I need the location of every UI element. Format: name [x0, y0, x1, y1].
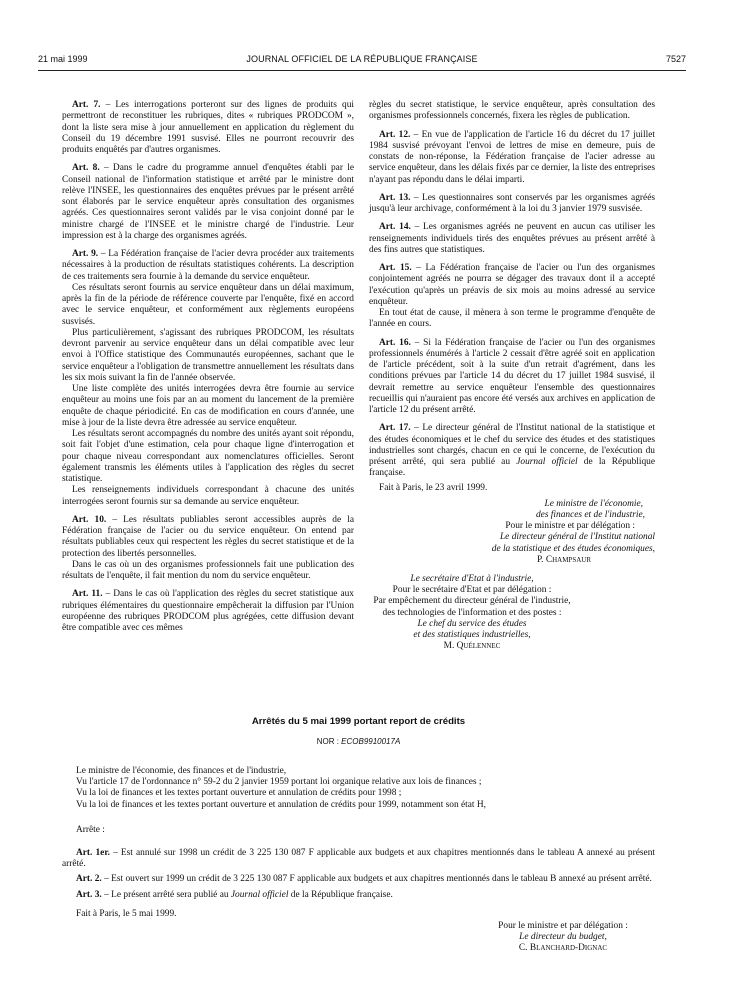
article-14: Art. 14. – Les organismes agréés ne peuvent en aucun cas utiliser les renseignements individuels tirés des enquêtes prévues au présent arrêté à des fins autres que statistiques. [369, 222, 655, 255]
article-9-paragraph: Ces résultats seront fournis au service enquêteur dans un délai maximum, après la fin de la période de référence couverte par l'enquête, fixé en accord avec le service enquêteur, et conformément aux règlements européens susvisés. [62, 282, 354, 327]
article-8: Art. 8. – Dans le cadre du programme annuel d'enquêtes établi par le Conseil national de l'information statistique et arrêté par le ministre dont relève l'INSEE, les questionnaires des enquêtes prévues par le présent arrêté sont élaborés par le service enquêteur après consultation des organismes agréés. Ces questionnaires seront validés par le visa conjoint donné par le ministre chargé de l'INSEE et le ministre chargé de l'industrie. Leur impression est à la charge des organismes agréés. [62, 163, 354, 241]
decree-visas: Le ministre de l'économie, des finances et de l'industrie, Vu l'article 17 de l'ordonnance n° 59-2 du 2 janvier 1959 portant loi organique relative aux lois de finances ; Vu la loi de finances et les textes portant ouverture et annulation de crédits pour 1998 ; Vu la loi de finances et les textes portant ouverture et annulation de crédits pour 1999, notamment son état H, [76, 766, 486, 810]
article-7: Art. 7. – Les interrogations porteront sur des lignes de produits qui permettront de reconstituer les rubriques, dites « rubriques PRODCOM », dont la liste sera mise à jour annuellement en application du règlement du Conseil du 19 décembre 1991 susvisé. Elles ne pourront recouvrir des produits enquêtés par d'autres organismes. [62, 100, 354, 155]
signature-block-minister: Le ministre de l'économie, des finances et de l'industrie, Pour le ministre et par délégation : Le directeur général de l'Institut national de la statistique et des études économiques, P. Champsaur [369, 499, 655, 566]
article-9-paragraph: Une liste complète des unités interrogées devra être fournie au service enquêteur au moins une fois par an au moment du lancement de la première enquête de chaque périodicité. En cas de modification en cours d'année, une mise à jour de la liste devra être adressée au service enquêteur. [62, 384, 354, 428]
header-page-number: 7527 [665, 54, 686, 64]
decree-done-at-paris: Fait à Paris, le 5 mai 1999. [76, 908, 177, 919]
header-date: 21 mai 1999 [38, 54, 88, 64]
decree-article-2: Art. 2. – Est ouvert sur 1999 un crédit de 3 225 130 087 F applicable aux budgets et aux chapitres mentionnés dans le tableau B annexé au présent arrêté. [76, 874, 652, 885]
signatory-name: C. Blanchard-Dignac [518, 943, 608, 954]
article-9-paragraph: Les résultats seront accompagnés du nombre des unités ayant soit répondu, soit fait l'objet d'une estimation, cela pour chaque ligne d'interrogation et pour chaque niveau correspondant aux nomenclatures officielles. Seront également transmis les éléments utiles à l'application des règles du secret statistique. [62, 429, 354, 484]
header-rule [38, 70, 686, 71]
article-11-continued: règles du secret statistique, le service enquêteur, après consultation des organismes professionnels concernés, fixera les règles de publication. [369, 100, 655, 122]
article-16: Art. 16. – Si la Fédération française de l'acier ou l'un des organismes professionnels énumérés à l'article 2 cessait d'être agréé soit en application de l'article précédent, soit à la suite d'un retrait d'agrément, dans les conditions prévues par l'article 14 du décret du 17 juillet 1984 susvisé, il devrait remettre au service enquêteur l'ensemble des questionnaires recueillis qui n'auraient pas encore été versés aux archives en application de l'article 12 du présent arrêté. [369, 337, 655, 415]
decree-article-3: Art. 3. – Le présent arrêté sera publié au Journal officiel de la République française. [76, 889, 393, 900]
done-at-paris: Fait à Paris, le 23 avril 1999. [379, 482, 488, 493]
decree-articles [62, 848, 655, 920]
nor-reference: NOR : ECOB9910017A [316, 737, 401, 746]
article-9-paragraph: Plus particulièrement, s'agissant des rubriques PRODCOM, les résultats devront parvenir au service enquêteur dans un délai compatible avec leur envoi à l'Office statistique des Communautés européennes, sachant que le service enquêteur a l'obligation de transmettre annuellement les résultats dans les six mois suivant la fin de l'année observée. [62, 327, 354, 383]
article-15-paragraph: En tout état de cause, il mènera à son terme le programme d'enquête de l'année en cours. [369, 308, 655, 330]
right-column [369, 100, 655, 652]
article-10-paragraph: Dans le cas où un des organismes professionnels fait une publication des résultats de l'enquête, il fait mention du nom du service enquêteur. [62, 559, 354, 581]
decree-article-1: Art. 1er. – Est annulé sur 1998 un crédit de 3 225 130 087 F applicable aux budgets et aux chapitres mentionnés dans le tableau A annexé au présent arrêté. [62, 848, 656, 870]
article-9-paragraph: Les renseignements individuels correspondant à chacune des unités interrogées seront fournis sur sa demande au service enquêteur. [62, 485, 354, 507]
article-12: Art. 12. – En vue de l'application de l'article 16 du décret du 17 juillet 1984 susvisé prévoyant l'envoi de lettres de mise en demeure, puis de constats de non-réponse, la Fédération française de l'acier adresse au service enquêteur, dans les délais fixés par ce dernier, la liste des entreprises n'ayant pas répondu dans le délai imparti. [369, 129, 655, 185]
article-17: Art. 17. – Le directeur général de l'Institut national de la statistique et des études économiques et le chef du service des études et des statistiques industrielles sont chargés, chacun en ce qui le concerne, de l'exécution du présent arrêté, qui sera publié au Journal officiel de la République française. [369, 423, 655, 479]
signatory-name: M. Quélennec [443, 641, 501, 652]
article-13: Art. 13. – Les questionnaires sont conservés par les organismes agréés jusqu'à leur archivage, conformément à la loi du 3 janvier 1979 susvisée. [369, 192, 655, 214]
page-header [38, 54, 686, 68]
signature-block-secretary: Le secrétaire d'Etat à l'industrie, Pour le secrétaire d'Etat et par délégation : Par empêchement du directeur général de l'industrie, des technologies de l'information et des postes : Le chef du service des études et des statistiques industrielles, M. Quélennec [369, 574, 655, 652]
left-column [62, 100, 354, 634]
signatory-name: P. Champsaur [536, 554, 591, 565]
article-15: Art. 15. – La Fédération française de l'acier ou l'un des organismes conjointement agréés ne pourra se dégager des travaux dont il a accepté l'exécution qu'après un préavis de six mois au moins adressé au service enquêteur. [369, 263, 656, 307]
article-10: Art. 10. – Les résultats publiables seront accessibles auprès de la Fédération française de l'acier ou du service enquêteur. On entend par résultats publiables ceux qui respectent les règles du secret statistique et de la protection des libertés personnelles. [62, 514, 354, 559]
article-11: Art. 11. – Dans le cas où l'application des règles du secret statistique aux rubriques élémentaires du questionnaire empêcherait la diffusion par l'Union européenne des rubriques PRODCOM plus agrégées, cette diffusion devant être compatible avec ces mêmes [62, 589, 354, 633]
decree-title: Arrêtés du 5 mai 1999 portant report de crédits [251, 716, 466, 727]
header-journal-title: JOURNAL OFFICIEL DE LA RÉPUBLIQUE FRANÇAISE [246, 54, 478, 64]
signature-block-budget: Pour le ministre et par délégation : Le directeur du budget, C. Blanchard-Dignac [470, 921, 656, 955]
decree-arrete: Arrête : [76, 825, 105, 835]
article-9: Art. 9. – La Fédération française de l'acier devra procéder aux traitements nécessaires à la production de résultats statistiques cohérents. La description de ces traitements sera fournie à la demande du service enquêteur. [62, 249, 354, 282]
